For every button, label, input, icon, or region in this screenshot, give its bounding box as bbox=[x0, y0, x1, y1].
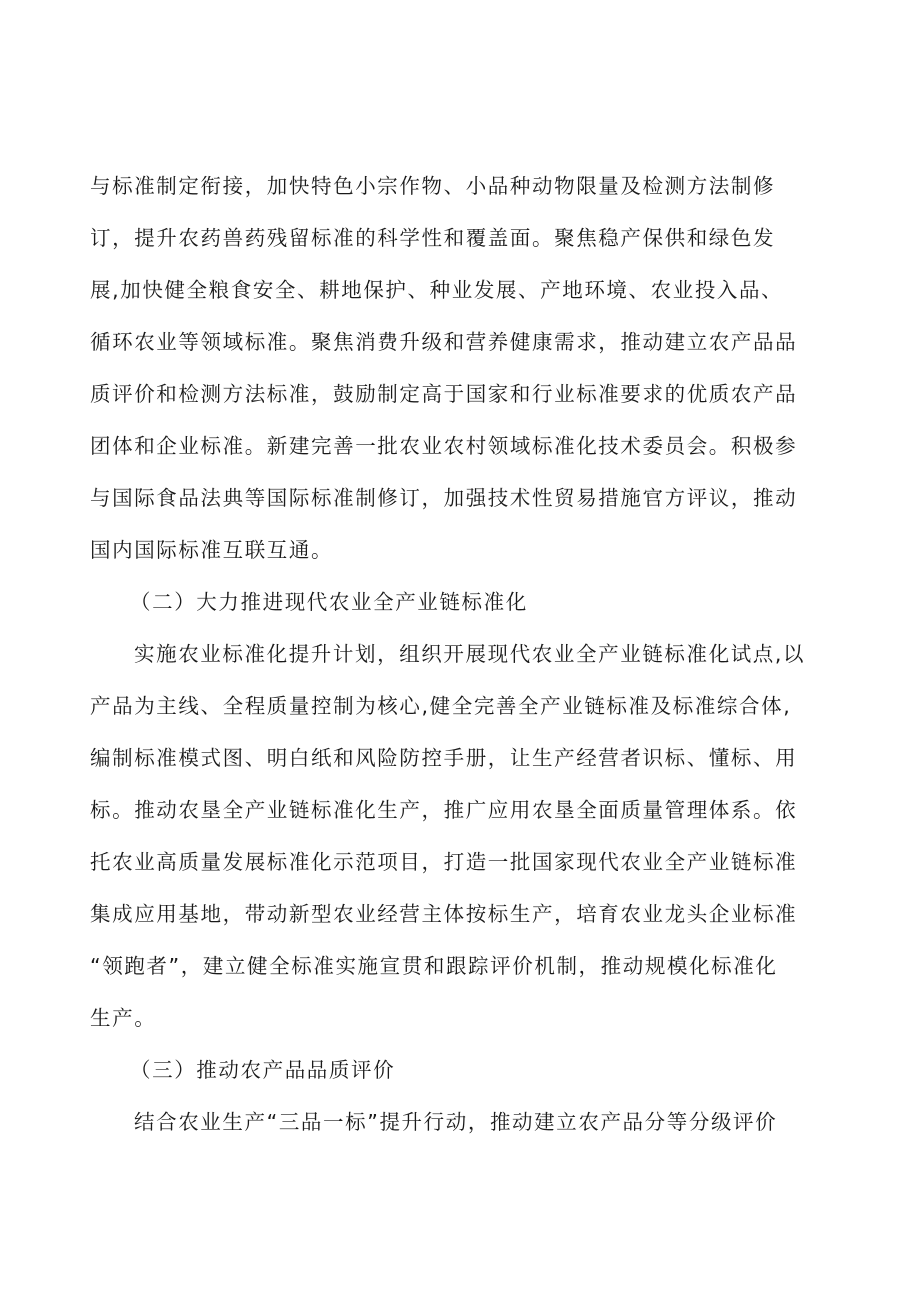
text-line: “领跑者”，建立健全标准实施宣贯和跟踪评价机制，推动规模化标准化 bbox=[90, 954, 778, 978]
text-line: 产品为主线、全程质量控制为核心,健全完善全产业链标准及标准综合体, bbox=[90, 694, 792, 718]
text-line: 标。推动农垦全产业链标准化生产，推广应用农垦全面质量管理体系。依 bbox=[90, 798, 798, 822]
text-line: 结合农业生产“三品一标”提升行动，推动建立农产品分等分级评价 bbox=[134, 1110, 778, 1134]
section-heading-3: （三）推动农产品品质评价 bbox=[130, 1058, 396, 1082]
text-line: 生产。 bbox=[90, 1006, 157, 1030]
text-line: 质评价和检测方法标准，鼓励制定高于国家和行业标准要求的优质农产品 bbox=[90, 382, 798, 406]
text-line: 展,加快健全粮食安全、耕地保护、种业发展、产地环境、农业投入品、 bbox=[90, 278, 784, 302]
text-line: 托农业高质量发展标准化示范项目，打造一批国家现代农业全产业链标准 bbox=[90, 850, 798, 874]
text-line: 循环农业等领域标准。聚焦消费升级和营养健康需求，推动建立农产品品 bbox=[90, 330, 798, 354]
section-heading-2: （二）大力推进现代农业全产业链标准化 bbox=[130, 590, 528, 614]
text-line: 团体和企业标准。新建完善一批农业农村领域标准化技术委员会。积极参 bbox=[90, 434, 798, 458]
text-line: 与标准制定衔接，加快特色小宗作物、小品种动物限量及检测方法制修 bbox=[90, 174, 776, 198]
text-line: 国内国际标准互联互通。 bbox=[90, 538, 334, 562]
text-line: 订，提升农药兽药残留标准的科学性和覆盖面。聚焦稳产保供和绿色发 bbox=[90, 226, 776, 250]
text-line: 实施农业标准化提升计划，组织开展现代农业全产业链标准化试点,以 bbox=[134, 642, 806, 666]
text-line: 与国际食品法典等国际标准制修订，加强技术性贸易措施官方评议，推动 bbox=[90, 486, 798, 510]
text-line: 编制标准模式图、明白纸和风险防控手册，让生产经营者识标、懂标、用 bbox=[90, 746, 798, 770]
text-line: 集成应用基地，带动新型农业经营主体按标生产，培育农业龙头企业标准 bbox=[90, 902, 798, 926]
